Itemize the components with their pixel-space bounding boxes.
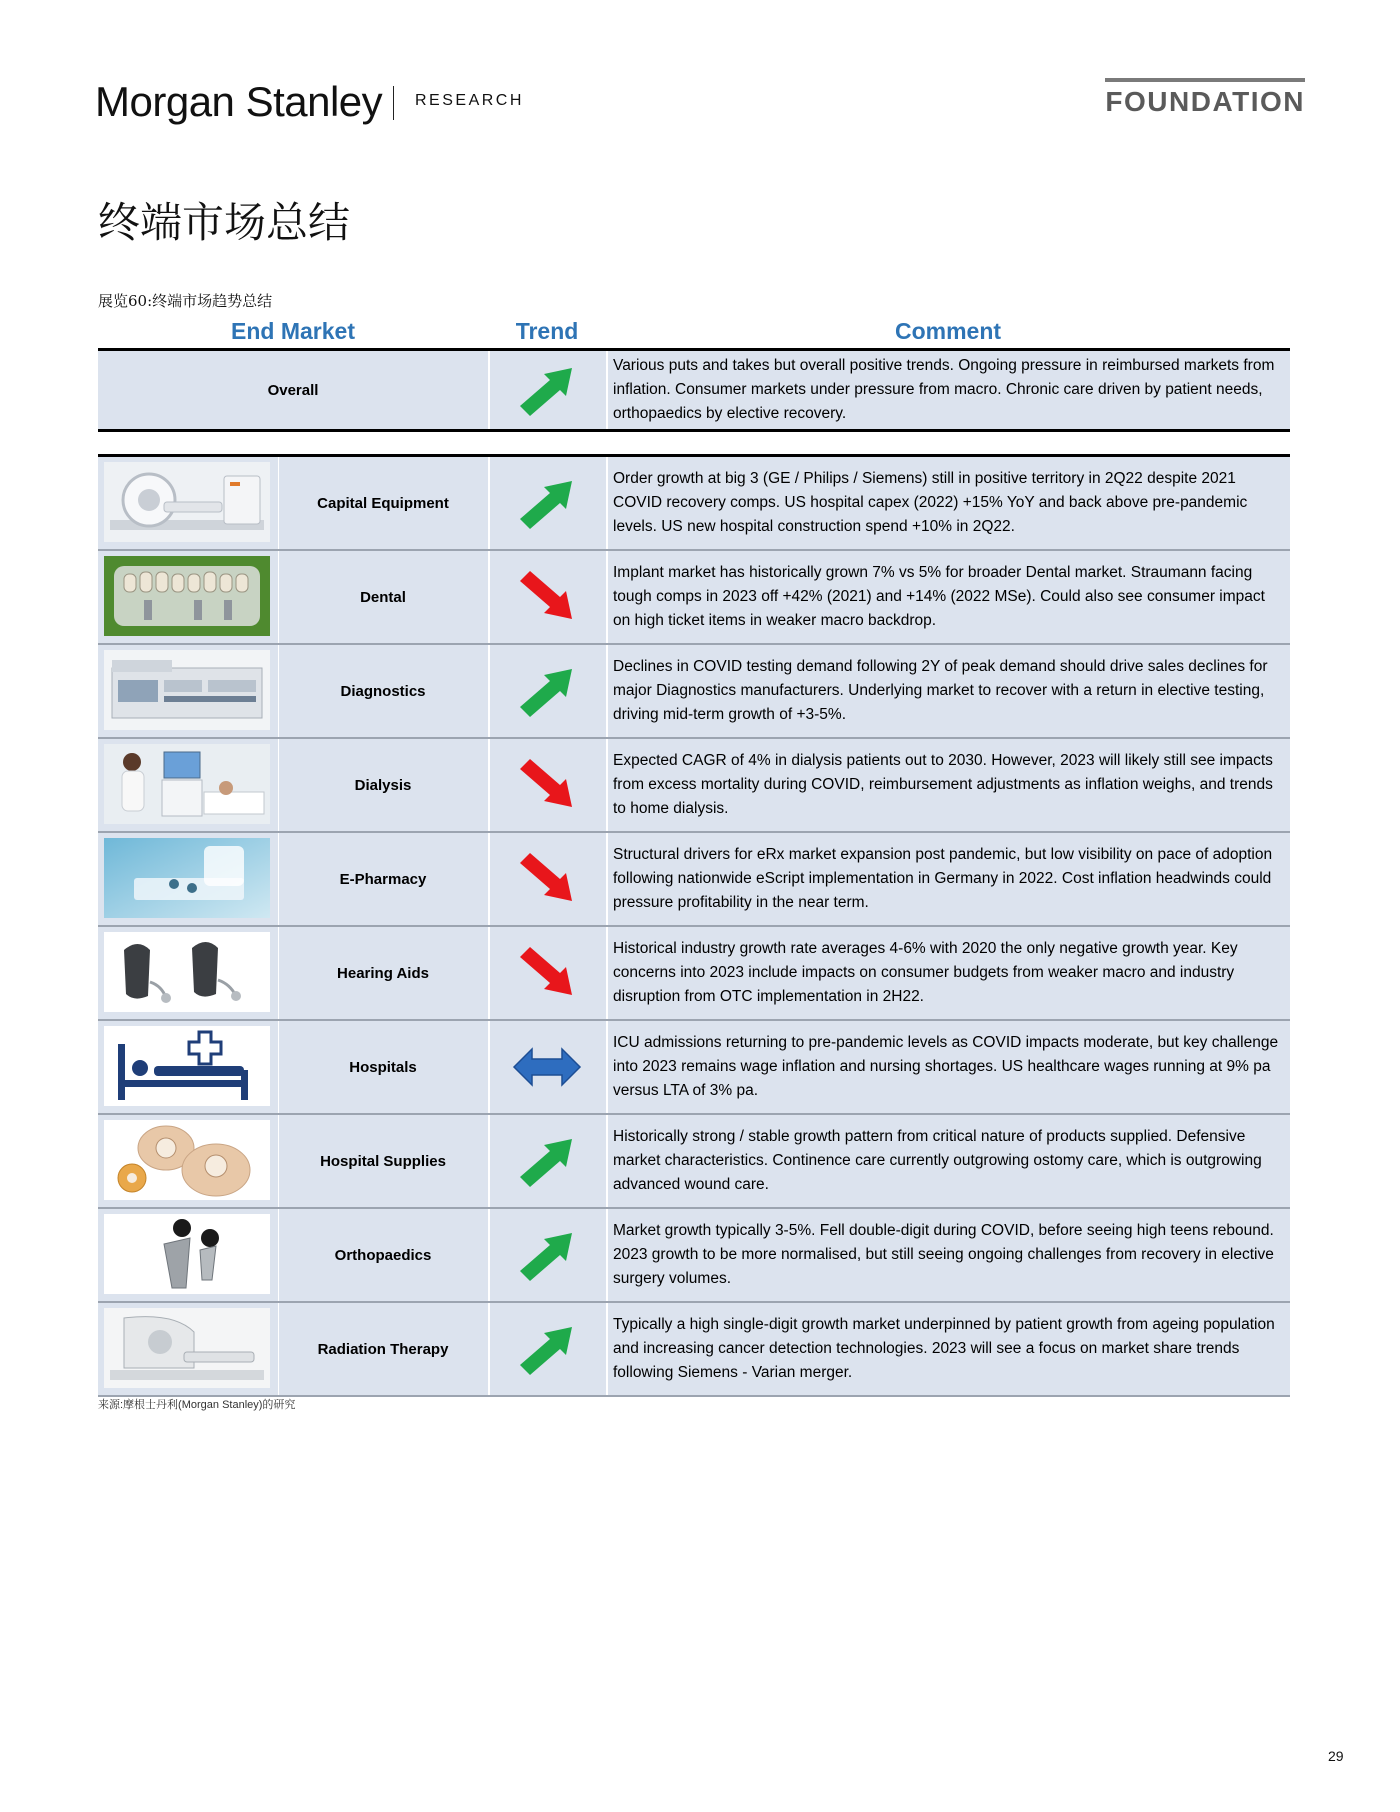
comment: Order growth at big 3 (GE / Philips / Siemens) still in positive territory in 2Q22 despite 2021 COVID recovery comps. US hospital capex (2022) +15% YoY and back above pre-pandemic levels. US new hospital construction spend +10% in 2Q22. — [613, 470, 1248, 535]
source-note: 来源:摩根士丹利(Morgan Stanley)的研究 — [98, 1399, 296, 1411]
table-row-hospitals — [98, 1021, 1290, 1115]
ct-scanner-image — [104, 462, 270, 542]
comment: Declines in COVID testing demand following 2Y of peak demand should drive sales declines for major Diagnostics manufacturers. Underlying market to recover with a return in elective testing, driving mid-term growth of +3-5%. — [613, 658, 1268, 723]
trend-cell — [488, 833, 608, 925]
dental-implant-image — [104, 556, 270, 636]
trend-cell — [488, 1021, 608, 1113]
trend-up-arrow — [520, 1233, 572, 1281]
hearing-aid-image — [104, 932, 270, 1012]
trend-down-arrow — [520, 853, 572, 901]
comment: Various puts and takes but overall positive trends. Ongoing pressure in reimbursed markets from inflation. Consumer markets under pressure from macro. Chronic care driven by patient needs, orthopaedics by elective recovery. — [613, 357, 1275, 422]
trend-down-arrow — [520, 571, 572, 619]
comment: Historically strong / stable growth pattern from critical nature of products supplied. Defensive market characteristics. Continence care currently outgrowing ostomy care, which is outgrowing advanced wound care. — [613, 1128, 1262, 1193]
brand-research-label: RESEARCH — [415, 92, 524, 109]
trend-cell — [488, 351, 608, 429]
header-trend: Trend — [515, 318, 579, 344]
trend-up-arrow — [520, 1139, 572, 1187]
comment: Expected CAGR of 4% in dialysis patients out to 2030. However, 2023 will likely still see impacts from excess mortality during COVID, reimbursement adjustments as inflation weighs, and trends to home dialysis. — [613, 752, 1273, 817]
end-market-table — [98, 318, 1290, 1397]
trend-up-icon — [512, 360, 582, 420]
hospital-bed-icon — [104, 1026, 270, 1106]
trend-down-icon — [512, 849, 582, 909]
comment: Typically a high single-digit growth market underpinned by patient growth from ageing population and increasing cancer detection technologies. 2023 will see a focus on market share trends following Siemens - Varian merger. — [613, 1316, 1275, 1381]
trend-up-arrow — [520, 669, 572, 717]
market-name: Hospital Supplies — [278, 1115, 490, 1207]
table-row-e-pharmacy — [98, 833, 1290, 927]
table-row-orthopaedics — [98, 1209, 1290, 1303]
trend-up-arrow — [520, 481, 572, 529]
table-row-diagnostics — [98, 645, 1290, 739]
trend-up-arrow — [520, 368, 572, 416]
page-title: 终端市场总结 — [98, 198, 351, 247]
trend-down-arrow — [520, 759, 572, 807]
table-row-dialysis — [98, 739, 1290, 833]
market-name: Orthopaedics — [278, 1209, 490, 1301]
table-row-hospital-supplies — [98, 1115, 1290, 1209]
trend-up-arrow — [520, 1327, 572, 1375]
exhibit-title: 展览60:终端市场趋势总结 — [98, 292, 273, 310]
market-name: Capital Equipment — [278, 457, 490, 549]
trend-cell — [488, 1115, 608, 1207]
header-end-market: End Market — [231, 318, 355, 344]
comment: ICU admissions returning to pre-pandemic levels as COVID impacts moderate, but key challenge into 2023 remains wage inflation and nursing shortages. US healthcare wages running at 9% pa versus LTA of 3% pa. — [613, 1034, 1279, 1099]
market-name: Dialysis — [278, 739, 490, 831]
table-row-dental — [98, 551, 1290, 645]
header-comment: Comment — [894, 318, 1002, 344]
comment: Historical industry growth rate averages 4-6% with 2020 the only negative growth year. Key concerns into 2023 include impacts on consumer budgets from weaker macro and industry disruption from OTC implementation in 2H22. — [613, 940, 1238, 1005]
comment: Implant market has historically grown 7% vs 5% for broader Dental market. Straumann facing tough comps in 2023 off +42% (2021) and +14% (2022 MSe). Could also see consumer impact on high ticket items in weaker macro backdrop. — [613, 564, 1265, 629]
market-name: Diagnostics — [278, 645, 490, 737]
comment: Market growth typically 3-5%. Fell double-digit during COVID, before seeing high teens rebound. 2023 growth to be more normalised, but still seeing ongoing challenges from recovery in elective surgery volumes. — [613, 1222, 1274, 1287]
trend-cell — [488, 457, 608, 549]
dialysis-patient-image — [104, 744, 270, 824]
market-name: E-Pharmacy — [278, 833, 490, 925]
page-number: 29 — [1328, 1748, 1344, 1764]
trend-cell — [488, 1209, 608, 1301]
e-pharmacy-image — [104, 838, 270, 918]
table-row-hearing-aids — [98, 927, 1290, 1021]
trend-cell — [488, 645, 608, 737]
trend-down-icon — [512, 943, 582, 1003]
table-row-capital-equipment — [98, 457, 1290, 551]
brand-logo: Morgan Stanley — [95, 78, 383, 125]
trend-up-icon — [512, 473, 582, 533]
trend-up-icon — [512, 661, 582, 721]
trend-flat-icon — [512, 1037, 582, 1097]
table-row-overall — [98, 351, 1290, 432]
market-name: Radiation Therapy — [278, 1303, 490, 1395]
trend-flat-arrow — [514, 1049, 580, 1085]
trend-up-icon — [512, 1319, 582, 1379]
trend-cell — [488, 551, 608, 643]
ostomy-supplies-image — [104, 1120, 270, 1200]
foundation-label: FOUNDATION — [1105, 78, 1305, 116]
table-divider — [98, 432, 1290, 457]
trend-up-icon — [512, 1131, 582, 1191]
comment: Structural drivers for eRx market expansion post pandemic, but low visibility on pace of adoption following nationwide eScript implementation in Germany in 2022. Cost inflation headwinds could pressure profitability in the near term. — [613, 846, 1273, 911]
trend-cell — [488, 1303, 608, 1395]
radiation-therapy-machine-image — [104, 1308, 270, 1388]
brand-divider — [393, 86, 394, 120]
trend-down-icon — [512, 567, 582, 627]
hip-implant-image — [104, 1214, 270, 1294]
market-name: Hearing Aids — [278, 927, 490, 1019]
table-row-radiation-therapy — [98, 1303, 1290, 1397]
page-header — [95, 72, 1305, 132]
diagnostics-analyzer-image — [104, 650, 270, 730]
trend-down-arrow — [520, 947, 572, 995]
trend-up-icon — [512, 1225, 582, 1285]
trend-cell — [488, 739, 608, 831]
market-name: Dental — [278, 551, 490, 643]
market-name: Hospitals — [278, 1021, 490, 1113]
trend-down-icon — [512, 755, 582, 815]
trend-cell — [488, 927, 608, 1019]
market-name: Overall — [98, 351, 490, 429]
table-header — [98, 318, 1290, 351]
